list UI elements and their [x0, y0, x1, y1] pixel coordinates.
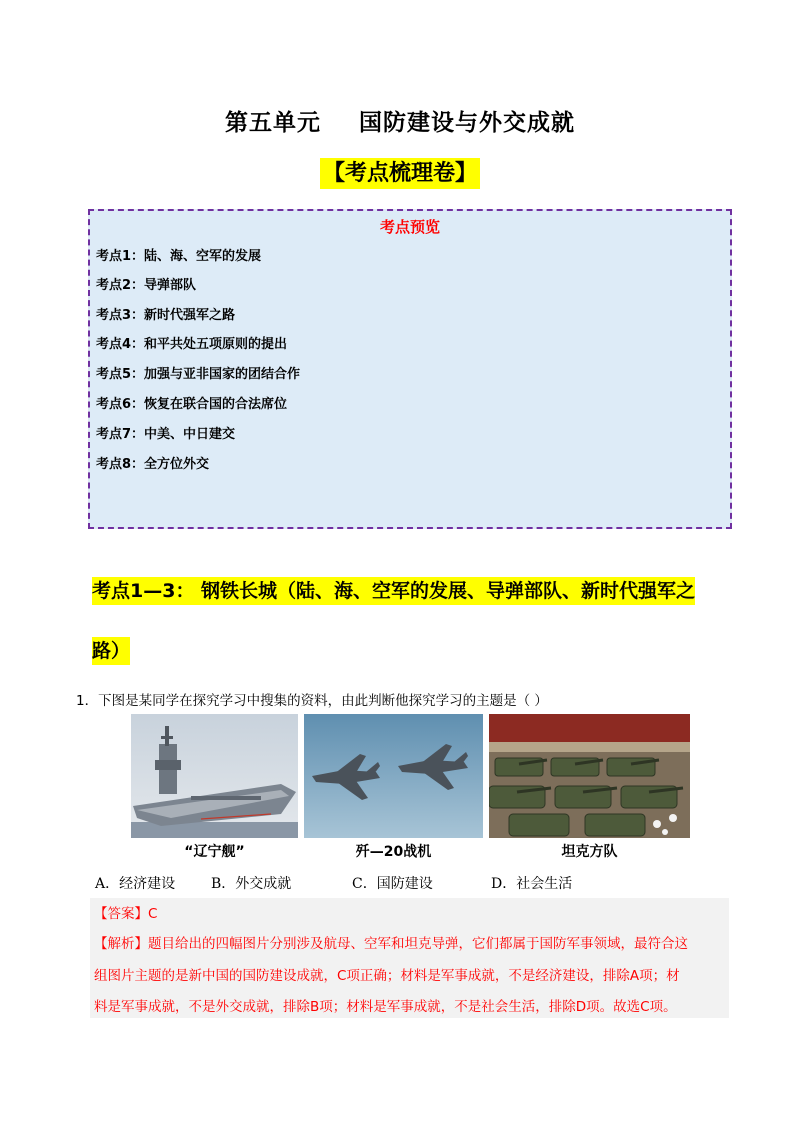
preview-box — [88, 209, 732, 529]
tank-caption: 坦克方队 — [561, 844, 618, 860]
option-c[interactable]: C．国防建设 — [352, 876, 433, 892]
option-a[interactable]: A．经济建设 — [95, 876, 176, 892]
carrier-photo — [131, 714, 298, 838]
preview-point: 考点5：加强与亚非国家的团结合作 — [96, 367, 301, 382]
option-b[interactable]: B．外交成就 — [211, 876, 292, 892]
page-title — [0, 104, 800, 137]
explanation-line: 【解析】题目给出的四幅图片分别涉及航母、空军和坦克导弹，它们都属于国防军事领域，最符合这 — [94, 936, 688, 952]
fighter-caption: 歼—20战机 — [355, 844, 432, 860]
option-d[interactable]: D．社会生活 — [491, 876, 573, 892]
explanation-line: 料是军事成就，不是外交成就，排除B项；材料是军事成就，不是社会生活，排除D项。故选C项。 — [94, 999, 677, 1015]
section-heading-line2: 路） — [92, 637, 130, 665]
subtitle: 【考点梳理卷】 — [320, 158, 480, 189]
carrier-caption: “辽宁舰” — [184, 844, 245, 860]
preview-point: 考点3：新时代强军之路 — [96, 308, 236, 323]
question-text: 1．下图是某同学在探究学习中搜集的资料，由此判断他探究学习的主题是（ ） — [76, 693, 548, 709]
preview-point: 考点1：陆、海、空军的发展 — [96, 249, 262, 264]
answer-line: 【答案】C — [94, 906, 158, 922]
title-unit: 第五单元 — [225, 110, 321, 136]
preview-point: 考点7：中美、中日建交 — [96, 427, 236, 442]
answer-box — [90, 898, 729, 1018]
title-topic: 国防建设与外交成就 — [359, 110, 575, 136]
preview-point: 考点2：导弹部队 — [96, 278, 197, 293]
preview-heading: 考点预览 — [379, 218, 440, 236]
explanation-line: 组图片主题的是新中国的国防建设成就，C项正确；材料是军事成就，不是经济建设，排除A项；材 — [94, 968, 680, 984]
preview-point: 考点8：全方位外交 — [96, 457, 210, 472]
preview-point: 考点6：恢复在联合国的合法席位 — [96, 397, 288, 412]
fighter-photo — [304, 714, 483, 838]
preview-point: 考点4：和平共处五项原则的提出 — [96, 337, 288, 352]
tank-photo — [489, 714, 690, 838]
section-heading-line1: 考点1—3： 钢铁长城（陆、海、空军的发展、导弹部队、新时代强军之 — [92, 577, 695, 605]
